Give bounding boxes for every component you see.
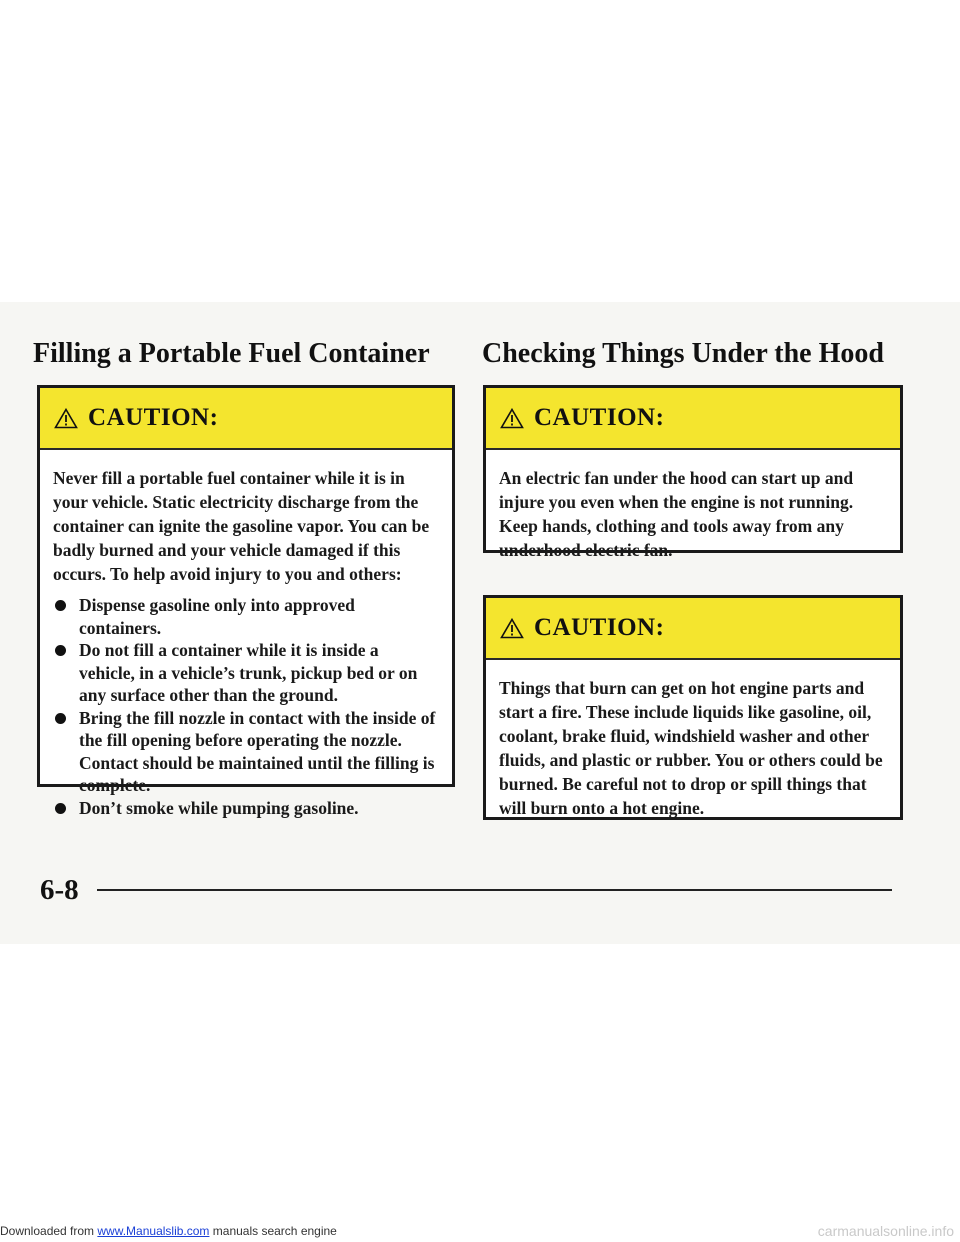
caution-body [486,660,900,832]
caution-text: Things that burn can get on hot engine parts and start a fire. These include liquids like gasoline, oil, coolant, brake fluid, windshield washer and other fluids, and plastic or rubber. You or others could be burned. Be careful not to drop or spill things that will burn onto a hot engine. [499,678,883,818]
download-footer [0,1224,337,1238]
warning-triangle-icon [54,408,78,429]
footer-prefix: Downloaded from [0,1224,98,1238]
footer-suffix: manuals search engine [209,1224,337,1238]
bullet-text: Do not fill a container while it is inside a vehicle, in a vehicle’s trunk, pickup bed or on any surface other than the ground. [79,640,418,705]
warning-triangle-icon [500,618,524,639]
caution-body [40,450,452,831]
caution-header [486,388,900,450]
caution-body [486,450,900,574]
bullet-dot-icon [55,713,66,724]
page-number: 6-8 [40,874,79,906]
horizontal-rule [97,889,892,891]
list-item [53,797,438,820]
caution-box-hot-engine [483,595,903,820]
bullet-list [53,594,438,819]
caution-label: CAUTION: [88,404,219,431]
bullet-text: Dispense gasoline only into approved containers. [79,595,355,638]
bullet-dot-icon [55,600,66,611]
warning-triangle-icon [500,408,524,429]
caution-label: CAUTION: [534,404,665,431]
bullet-dot-icon [55,645,66,656]
caution-label: CAUTION: [534,614,665,641]
watermark: carmanualsonline.info [817,1223,954,1239]
manualslib-link[interactable]: www.Manualslib.com [97,1224,210,1238]
heading-portable-fuel-container: Filling a Portable Fuel Container [33,338,430,369]
list-item [53,707,438,797]
caution-header [40,388,452,450]
list-item [53,639,438,707]
bullet-dot-icon [55,803,66,814]
bullet-text: Bring the fill nozzle in contact with the inside of the fill opening before operating the nozzle. Contact should be maintained until the filling is complete. [79,707,436,795]
caution-text: An electric fan under the hood can start up and injure you even when the engine is not running. Keep hands, clothing and tools away from any underhood electric fan. [499,468,854,560]
caution-intro-text: Never fill a portable fuel container while it is in your vehicle. Static electricity discharge from the container can ignite the gasoline vapor. You can be badly burned and your vehicle damaged if this occurs. To help avoid injury to you and others: [53,468,430,584]
heading-under-the-hood: Checking Things Under the Hood [482,338,884,369]
caution-header [486,598,900,660]
bullet-text: Don’t smoke while pumping gasoline. [79,797,359,818]
caution-box-fuel-container [37,385,455,818]
list-item [53,594,438,639]
caution-box-electric-fan [483,385,903,560]
